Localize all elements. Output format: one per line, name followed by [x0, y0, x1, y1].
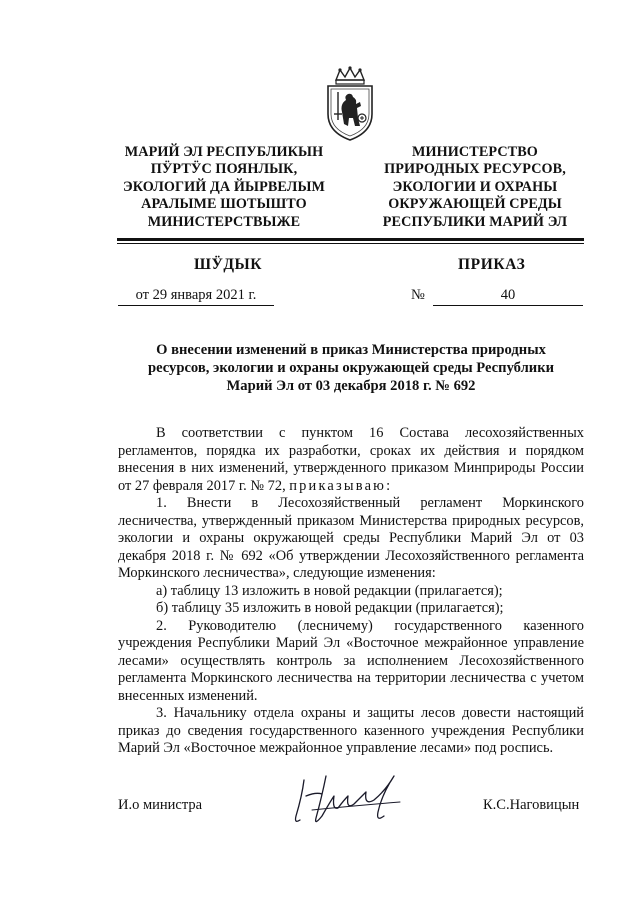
header-russian-line: ПРИРОДНЫХ РЕСУРСОВ, [384, 161, 566, 178]
header-divider-thick [117, 238, 584, 241]
paragraph-item-1a: а) таблицу 13 изложить в новой редакции (прилагается); [156, 582, 503, 599]
doc-type-mari: ШӰДЫК [194, 256, 263, 273]
header-russian-line: РЕСПУБЛИКИ МАРИЙ ЭЛ [382, 213, 568, 230]
paragraph-item-1b: б) таблицу 35 изложить в новой редакции (прилагается); [156, 600, 504, 616]
header-russian-line: МИНИСТЕРСТВО [412, 144, 538, 160]
signer-role: И.о министра [118, 797, 203, 813]
header-russian [364, 144, 586, 231]
order-date: от 29 января 2021 г. [118, 287, 274, 306]
order-number: 40 [433, 287, 583, 306]
header-mari-line: ЭКОЛОГИЙ ДА ЙЫРВЕЛЫМ [123, 178, 325, 195]
document-title-line: Марий Эл от 03 декабря 2018 г. № 692 [226, 378, 476, 394]
doc-type-russian: ПРИКАЗ [458, 256, 526, 273]
paragraph-item-2: 2. Руководителю (лесничему) государственного казенного учреждения Республики Марий Эл «Восточное межрайонное управление лесами» осуществлять контроль за исполнением Лесохозяйственного регламента Моркинского лесничества на территории лесничества с учетом внесенных изменений. [118, 617, 584, 704]
document-title-line: О внесении изменений в приказ Министерства природных [156, 342, 546, 358]
signer-name: К.С.Наговицын [483, 797, 580, 813]
paragraph-item-3: 3. Начальнику отдела охраны и защиты лесов довести настоящий приказ до сведения государственного казенного учреждения Республики Марий Эл «Восточное межрайонное управление лесами» под роспись. [118, 705, 584, 756]
header-mari-line: ПӰРТӰС ПОЯНЛЫК, [150, 161, 298, 178]
paragraph-item-1: 1. Внести в Лесохозяйственный регламент Моркинского лесничества, утвержденный приказом Министерства природных ресурсов, экологии и охраны окружающей среды Республики Марий Эл от 03 декабря 2018 г. № 692 «Об утверждении Лесохозяйственного регламента Моркинского лесничества», следующие изменения: [118, 495, 584, 581]
order-keyword: приказываю: [289, 477, 393, 494]
header-mari-line: МИНИСТЕРСТВЫЖЕ [147, 213, 301, 230]
coat-of-arms-icon [322, 66, 378, 142]
header-mari-line: АРАЛЫМЕ ШОТЫШТО [141, 196, 307, 213]
header-mari [106, 144, 342, 231]
header-mari-line: МАРИЙ ЭЛ РЕСПУБЛИКЫН [124, 144, 324, 160]
header-divider-thin [117, 243, 584, 244]
header-russian-line: ЭКОЛОГИИ И ОХРАНЫ [392, 178, 558, 195]
document-title-line: ресурсов, экологии и охраны окружающей среды Республики [147, 360, 555, 376]
order-number-label: № [411, 287, 425, 303]
header-russian-line: ОКРУЖАЮЩЕЙ СРЕДЫ [388, 196, 562, 213]
handwritten-signature [282, 766, 412, 830]
document-body [118, 425, 584, 758]
preamble-text: В соответствии с пунктом 16 Состава лесохозяйственных регламентов, порядка их разработки, сроках их действия и порядком внесения в них изменений, утвержденного приказом Минприроды России от 27 февраля 2017 г. № 72, [118, 425, 584, 494]
document-title [118, 341, 584, 395]
paragraph-preamble [118, 425, 584, 495]
